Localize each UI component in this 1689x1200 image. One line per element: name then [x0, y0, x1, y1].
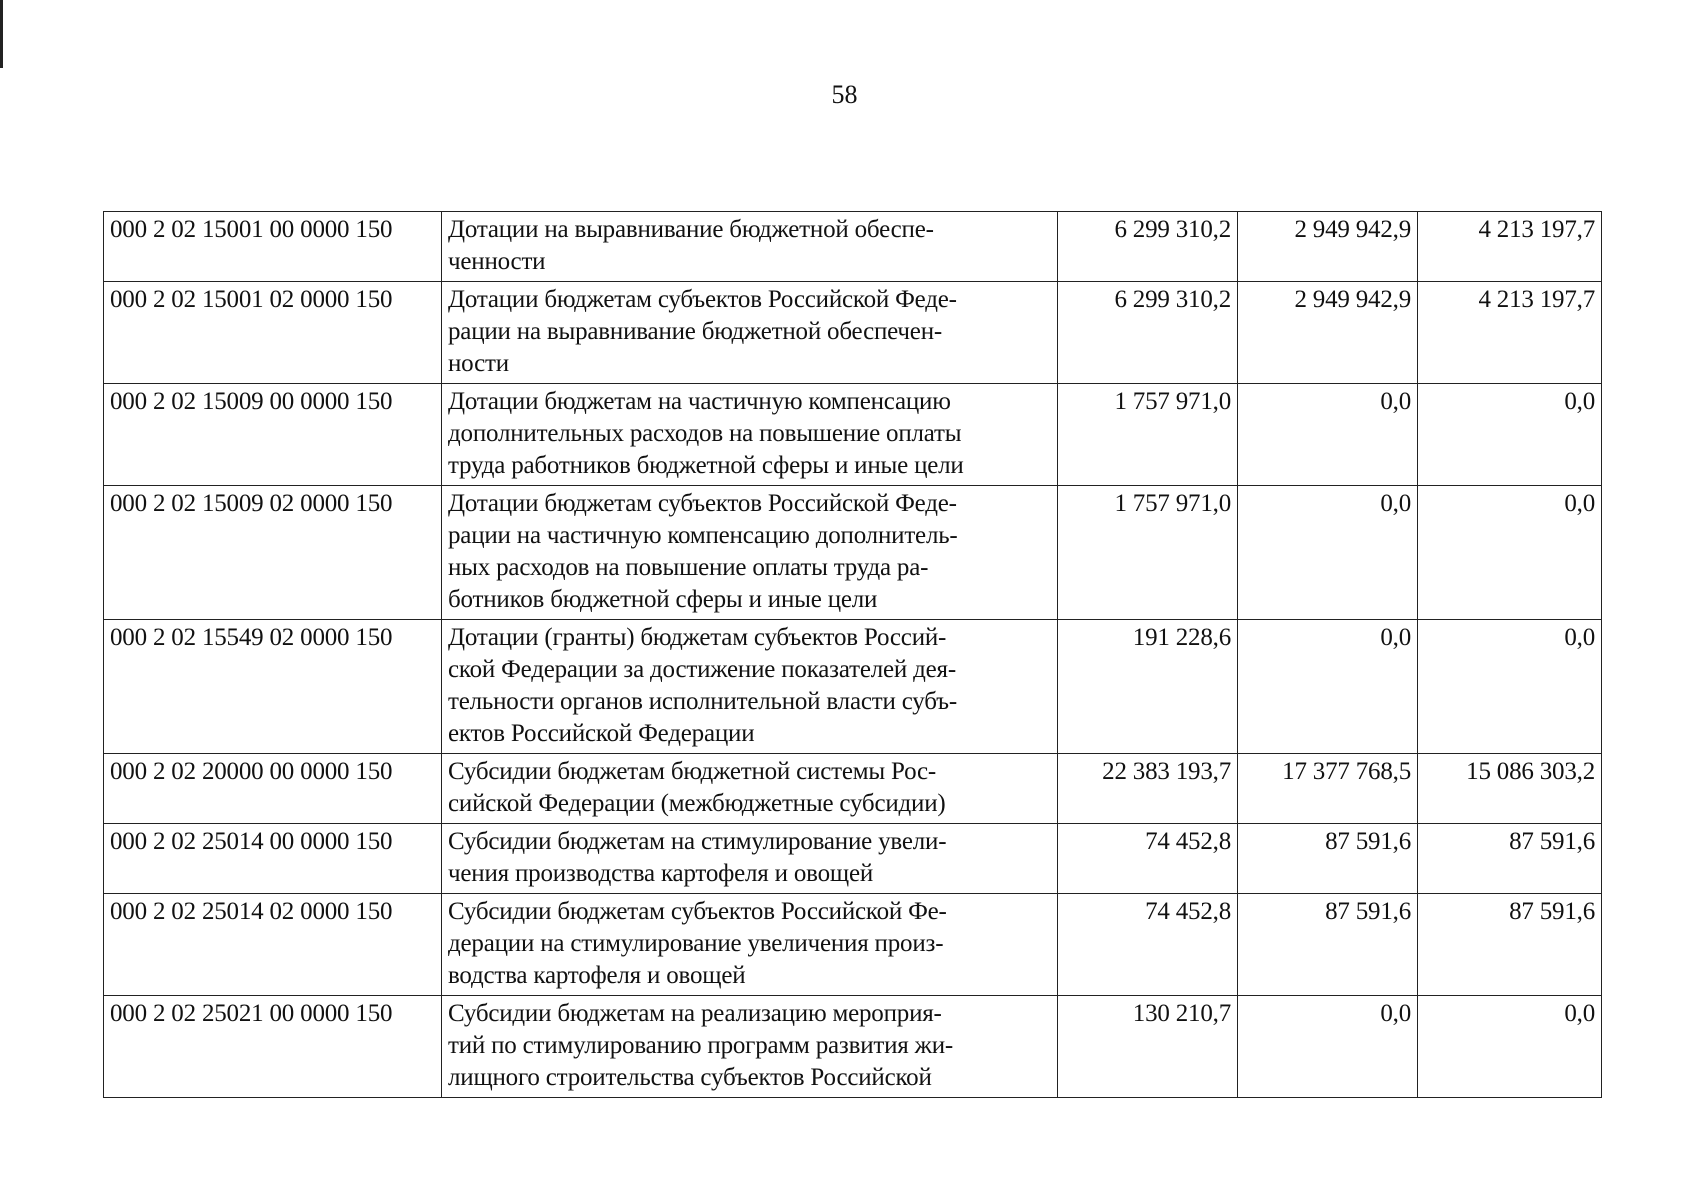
income-name-cell — [442, 384, 1058, 486]
table-row — [104, 282, 1602, 384]
amount-cell-1: 130 210,7 — [1058, 996, 1238, 1098]
table-row — [104, 384, 1602, 486]
income-name-cell — [442, 212, 1058, 282]
amount-cell-3: 87 591,6 — [1418, 894, 1602, 996]
amount-cell-1: 1 757 971,0 — [1058, 384, 1238, 486]
income-name-line: Субсидии бюджетам на реализацию мероприя- — [448, 1000, 942, 1027]
budget-code-cell: 000 2 02 15001 02 0000 150 — [104, 282, 442, 384]
income-name-line: тельности органов исполнительной власти субъ- — [448, 688, 957, 715]
income-name-line: рации на частичную компенсацию дополнитель- — [448, 522, 958, 549]
income-name-line: Дотации бюджетам субъектов Российской Феде- — [448, 490, 957, 517]
amount-cell-3: 4 213 197,7 — [1418, 282, 1602, 384]
table-row — [104, 754, 1602, 824]
amount-cell-3: 0,0 — [1418, 620, 1602, 754]
income-name-cell — [442, 282, 1058, 384]
income-name-line: Субсидии бюджетам на стимулирование увели- — [448, 828, 947, 855]
budget-code-cell: 000 2 02 15001 00 0000 150 — [104, 212, 442, 282]
amount-cell-1: 74 452,8 — [1058, 824, 1238, 894]
income-name-cell — [442, 894, 1058, 996]
table-row — [104, 620, 1602, 754]
income-name-cell — [442, 620, 1058, 754]
amount-cell-1: 191 228,6 — [1058, 620, 1238, 754]
amount-cell-2: 0,0 — [1238, 384, 1418, 486]
budget-table — [103, 211, 1602, 1098]
amount-cell-2: 2 949 942,9 — [1238, 282, 1418, 384]
income-name-line: ченности — [448, 248, 546, 275]
amount-cell-3: 87 591,6 — [1418, 824, 1602, 894]
amount-cell-3: 15 086 303,2 — [1418, 754, 1602, 824]
income-name-line: Субсидии бюджетам бюджетной системы Рос- — [448, 758, 937, 785]
amount-cell-2: 0,0 — [1238, 996, 1418, 1098]
amount-cell-1: 6 299 310,2 — [1058, 212, 1238, 282]
amount-cell-2: 87 591,6 — [1238, 824, 1418, 894]
amount-cell-2: 87 591,6 — [1238, 894, 1418, 996]
income-name-line: водства картофеля и овощей — [448, 962, 746, 989]
income-name-line: рации на выравнивание бюджетной обеспечен- — [448, 318, 942, 345]
amount-cell-2: 2 949 942,9 — [1238, 212, 1418, 282]
table-row — [104, 996, 1602, 1098]
income-name-line: Дотации на выравнивание бюджетной обеспе- — [448, 216, 934, 243]
amount-cell-1: 1 757 971,0 — [1058, 486, 1238, 620]
amount-cell-1: 74 452,8 — [1058, 894, 1238, 996]
income-name-line: труда работников бюджетной сферы и иные цели — [448, 452, 964, 479]
income-name-line: ных расходов на повышение оплаты труда ра- — [448, 554, 929, 581]
budget-code-cell: 000 2 02 20000 00 0000 150 — [104, 754, 442, 824]
income-name-line: ектов Российской Федерации — [448, 720, 755, 747]
income-name-line: дополнительных расходов на повышение оплаты — [448, 420, 962, 447]
income-name-line: чения производства картофеля и овощей — [448, 860, 874, 887]
income-name-cell — [442, 996, 1058, 1098]
income-name-line: ской Федерации за достижение показателей дея- — [448, 656, 956, 683]
page-number: 58 — [831, 80, 858, 109]
income-name-line: лищного строительства субъектов Российской — [448, 1064, 932, 1091]
amount-cell-2: 0,0 — [1238, 486, 1418, 620]
table-row — [104, 212, 1602, 282]
budget-code-cell: 000 2 02 25014 00 0000 150 — [104, 824, 442, 894]
amount-cell-2: 17 377 768,5 — [1238, 754, 1418, 824]
income-name-line: тий по стимулированию программ развития жи- — [448, 1032, 953, 1059]
budget-code-cell: 000 2 02 15549 02 0000 150 — [104, 620, 442, 754]
budget-table-body — [104, 212, 1602, 1098]
amount-cell-3: 0,0 — [1418, 384, 1602, 486]
amount-cell-1: 22 383 193,7 — [1058, 754, 1238, 824]
budget-code-cell: 000 2 02 15009 02 0000 150 — [104, 486, 442, 620]
income-name-line: ботников бюджетной сферы и иные цели — [448, 586, 878, 613]
income-name-line: ности — [448, 350, 509, 377]
income-name-line: Дотации бюджетам на частичную компенсацию — [448, 388, 951, 415]
table-row — [104, 824, 1602, 894]
budget-code-cell: 000 2 02 25014 02 0000 150 — [104, 894, 442, 996]
income-name-cell — [442, 486, 1058, 620]
amount-cell-2: 0,0 — [1238, 620, 1418, 754]
income-name-cell — [442, 824, 1058, 894]
amount-cell-1: 6 299 310,2 — [1058, 282, 1238, 384]
budget-code-cell: 000 2 02 15009 00 0000 150 — [104, 384, 442, 486]
income-name-line: сийской Федерации (межбюджетные субсидии) — [448, 790, 946, 817]
table-row — [104, 486, 1602, 620]
income-name-line: Субсидии бюджетам субъектов Российской Фе- — [448, 898, 947, 925]
income-name-line: дерации на стимулирование увеличения произ- — [448, 930, 944, 957]
income-name-cell — [442, 754, 1058, 824]
amount-cell-3: 0,0 — [1418, 486, 1602, 620]
budget-code-cell: 000 2 02 25021 00 0000 150 — [104, 996, 442, 1098]
amount-cell-3: 0,0 — [1418, 996, 1602, 1098]
income-name-line: Дотации бюджетам субъектов Российской Феде- — [448, 286, 957, 313]
amount-cell-3: 4 213 197,7 — [1418, 212, 1602, 282]
scan-edge-mark — [0, 0, 3, 68]
income-name-line: Дотации (гранты) бюджетам субъектов Россий- — [448, 624, 947, 651]
table-row — [104, 894, 1602, 996]
